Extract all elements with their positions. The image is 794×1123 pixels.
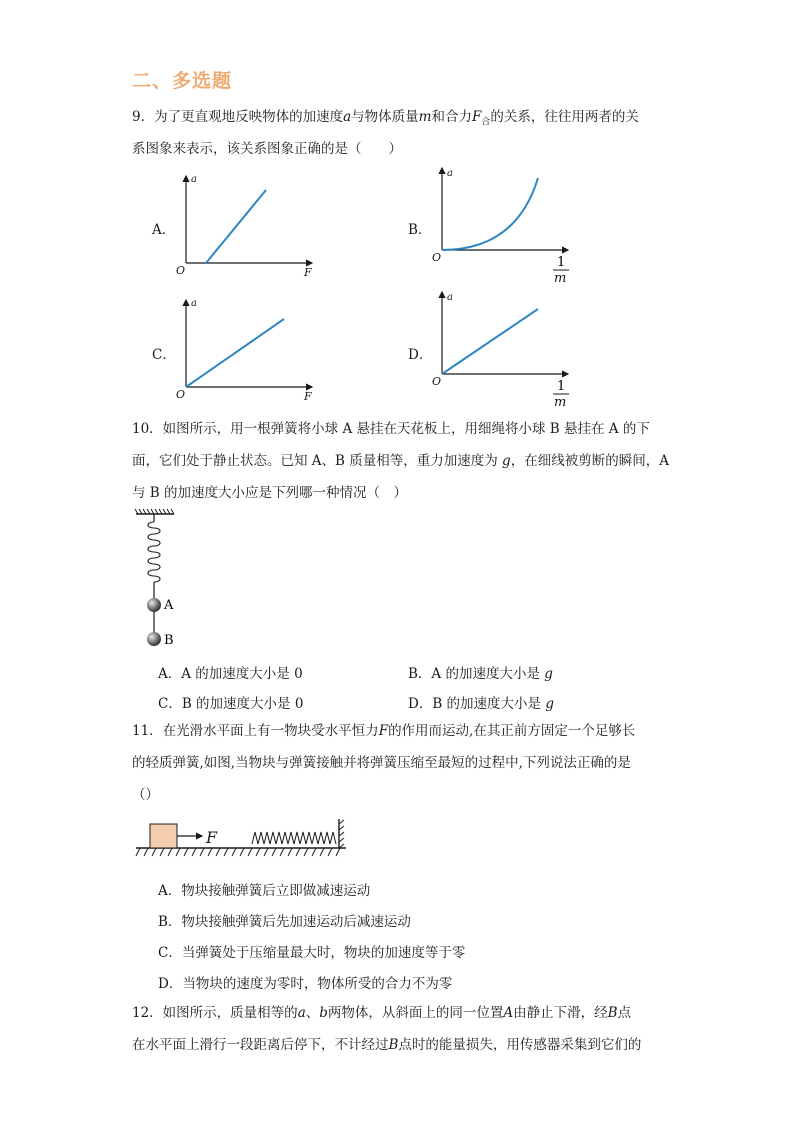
- var-F: F: [471, 109, 482, 125]
- q9-line-1: [132, 108, 639, 132]
- q10-line-2: [132, 452, 669, 470]
- q11-text: 11．在光滑水平面上有一物块受水平恒力: [132, 723, 379, 739]
- y-axis-label: a: [191, 174, 197, 185]
- graph-line: [206, 190, 266, 263]
- q9-line-2: 系图象来表示，该关系图象正确的是（ ）: [132, 141, 402, 157]
- var-A: A: [503, 1005, 514, 1021]
- force-label: F: [206, 828, 218, 847]
- q10-line-1: 10．如图所示，用一根弹簧将小球 A 悬挂在天花板上，用细绳将小球 B 悬挂在 A 的下: [132, 421, 650, 437]
- var-g: g: [502, 453, 511, 469]
- q10-spring-figure: [134, 508, 204, 658]
- option-text: D．B 的加速度大小是: [408, 696, 546, 712]
- ceiling-hatch: [135, 509, 174, 514]
- x-axis-label-numerator: 1: [557, 255, 566, 270]
- q9-option-c-label[interactable]: C．: [152, 347, 176, 363]
- q11-line-3: （）: [132, 787, 159, 803]
- y-axis-label: a: [447, 168, 453, 179]
- q12-line-1: [132, 1004, 631, 1022]
- q10-option-d[interactable]: [408, 692, 554, 712]
- x-axis-label: F: [304, 390, 312, 403]
- q10-option-a[interactable]: A．A 的加速度大小是 0: [158, 666, 303, 682]
- var-B: B: [388, 1037, 399, 1053]
- q12-text: 点时的能量损失，用传感器采集到它们的: [398, 1037, 642, 1053]
- origin-label: O: [432, 251, 442, 264]
- ball-a: [147, 598, 161, 612]
- q9-graph-b: [426, 164, 586, 289]
- origin-label: O: [176, 388, 186, 401]
- ball-b: [147, 632, 161, 646]
- spring-coil: [148, 522, 160, 582]
- graph-line: [442, 309, 538, 374]
- wall-hatch: [339, 820, 344, 848]
- q9-graph-a: [170, 170, 330, 280]
- graph-line: [186, 319, 284, 387]
- origin-label: O: [176, 264, 186, 277]
- ball-b-label: B: [164, 633, 174, 648]
- q11-block-spring-figure: [134, 816, 349, 862]
- q9-option-a-label[interactable]: A．: [152, 222, 176, 238]
- var-g: g: [545, 696, 554, 712]
- q12-text: 由静止下滑，经: [513, 1005, 608, 1021]
- x-axis-label-numerator: 1: [557, 379, 566, 394]
- ball-a-label: A: [164, 598, 174, 613]
- var-a: a: [297, 1005, 306, 1021]
- section-heading: 二、多选题: [132, 70, 233, 92]
- q9-text: 9．为了更直观地反映物体的加速度: [132, 109, 344, 125]
- var-b: b: [319, 1005, 328, 1021]
- y-axis-label: a: [447, 292, 453, 303]
- q12-text: 在水平面上滑行一段距离后停下，不计经过: [132, 1037, 389, 1053]
- q10-text: 面，它们处于静止状态。已知 A、B 质量相等，重力加速度为: [132, 453, 503, 469]
- q10-text: ，在细线被剪断的瞬间，A: [510, 453, 669, 469]
- floor-hatch: [136, 848, 340, 856]
- q9-text: 的关系，往往用两者的关: [490, 109, 639, 125]
- q9-option-b-label[interactable]: B．: [408, 222, 432, 238]
- origin-label: O: [432, 375, 442, 388]
- x-axis-label-denominator: m: [554, 395, 567, 410]
- q9-option-d-label[interactable]: D．: [408, 347, 433, 363]
- x-axis-label: F: [304, 266, 312, 279]
- var-B: B: [607, 1005, 618, 1021]
- var-g: g: [544, 666, 553, 682]
- q9-text: 和合力: [431, 109, 472, 125]
- q12-text: 两物体，从斜面上的同一位置: [327, 1005, 504, 1021]
- block: [150, 824, 177, 848]
- var-F-sub: 合: [481, 117, 491, 128]
- q9-graph-c: [170, 294, 330, 404]
- var-F: F: [378, 723, 389, 739]
- q11-option-c[interactable]: C．当弹簧处于压缩量最大时，物块的加速度等于零: [158, 945, 466, 961]
- y-axis-label: a: [191, 298, 197, 309]
- option-text: B．A 的加速度大小是: [408, 666, 545, 682]
- q11-line-2: 的轻质弹簧,如图,当物块与弹簧接触并将弹簧压缩至最短的过程中,下列说法正确的是: [132, 755, 631, 771]
- q10-option-b[interactable]: [408, 662, 553, 682]
- q9-text: 与物体质量: [351, 109, 419, 125]
- var-a: a: [343, 109, 352, 125]
- graph-curve: [442, 178, 538, 250]
- var-m: m: [418, 109, 432, 125]
- q11-option-d[interactable]: D．当物块的速度为零时，物体所受的合力不为零: [158, 976, 453, 992]
- q12-text: 12．如图所示，质量相等的: [132, 1005, 298, 1021]
- x-axis-label-denominator: m: [554, 271, 567, 286]
- spring: [252, 832, 336, 844]
- q12-line-2: [132, 1036, 641, 1054]
- q11-line-1: [132, 722, 635, 740]
- q10-line-3: 与 B 的加速度大小应是下列哪一种情况（ ）: [132, 485, 408, 501]
- q10-option-c[interactable]: C．B 的加速度大小是 0: [158, 696, 304, 712]
- q12-text: 、: [305, 1005, 320, 1021]
- q9-graph-d: [426, 288, 586, 413]
- q12-text: 点: [617, 1005, 632, 1021]
- q11-text: 的作用而运动,在其正前方固定一个足够长: [388, 723, 636, 739]
- q11-option-b[interactable]: B．物块接触弹簧后先加速运动后减速运动: [158, 914, 411, 930]
- q11-option-a[interactable]: A．物块接触弹簧后立即做减速运动: [158, 883, 371, 899]
